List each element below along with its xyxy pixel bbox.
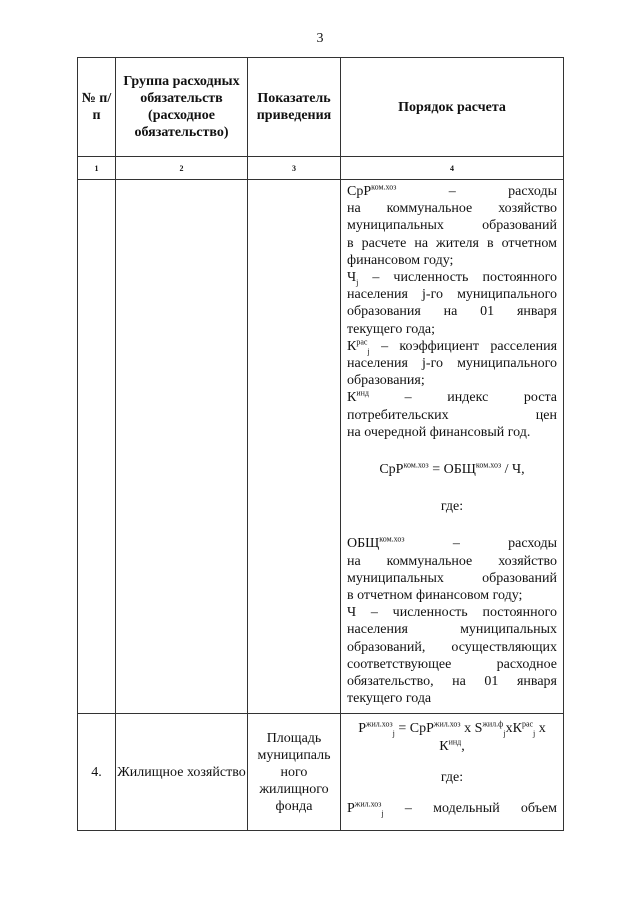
header-calculation: Порядок расчета [341, 58, 564, 157]
row4-calculation: $Р^{жил.хоз}_j = СрР^{жил.хоз}$ x $S^{жил.ф}_jxК^{рас}_j$ x $К^{инд}$, где: $Р^{жил.хоз}_j$ – модельный объем [341, 714, 564, 831]
calculation-table [77, 57, 564, 831]
column-number-4: 4 [341, 157, 564, 180]
column-number-3: 3 [248, 157, 341, 180]
page-number: 3 [316, 31, 324, 46]
header-group: Группа расходных обязательств (расходное обязательство) [116, 58, 248, 157]
table-row-continuation [78, 180, 564, 714]
header-number: № п/п [78, 58, 116, 157]
row4-group: Жилищное хозяйство [116, 714, 248, 831]
table-header-row [78, 58, 564, 157]
column-number-1: 1 [78, 157, 116, 180]
column-number-row [78, 157, 564, 180]
row4-indicator: Площадь муниципаль ного жилищного фонда [248, 714, 341, 831]
formula-1: $СрР^{ком.хоз} = ОБЩ^{ком.хоз} / Ч$, [379, 460, 525, 478]
header-indicator: Показатель приведения [248, 58, 341, 157]
formula-2: $Р^{жил.хоз}_j = СрР^{жил.хоз}$ x $S^{жил.ф}_jxК^{рас}_j$ x $К^{инд}$, [358, 719, 546, 754]
column-number-2: 2 [116, 157, 248, 180]
table-row-4 [78, 714, 564, 831]
calculation-text: СрР$^{ком.хоз}$ – расходы на коммунальное хозяйство муниципальных образований в расчете на жителя в отчетном финансовом году; $Ч_j$ – численность постоянного населения j-го муниципального образования на 01 января текущего года; $К^{рас}_j$ – коэффициент расселения населения j-го муниципального образования; $К^{инд}$ – индекс роста потребительских цен на очередной финансовый год. $СрР^{ком.хоз} = ОБЩ^{ком.хоз} / Ч$, где: $ОБЩ^{ком.хоз}$ – расходы на коммунальное хозяйство муниципальных образований в отчетном финансовом году; Ч – численность постоянного населения муниципальных образований, осуществляющих соответствующее расходное обязательство, на 01 января текущего года [341, 180, 564, 714]
row4-number: 4. [78, 714, 116, 831]
